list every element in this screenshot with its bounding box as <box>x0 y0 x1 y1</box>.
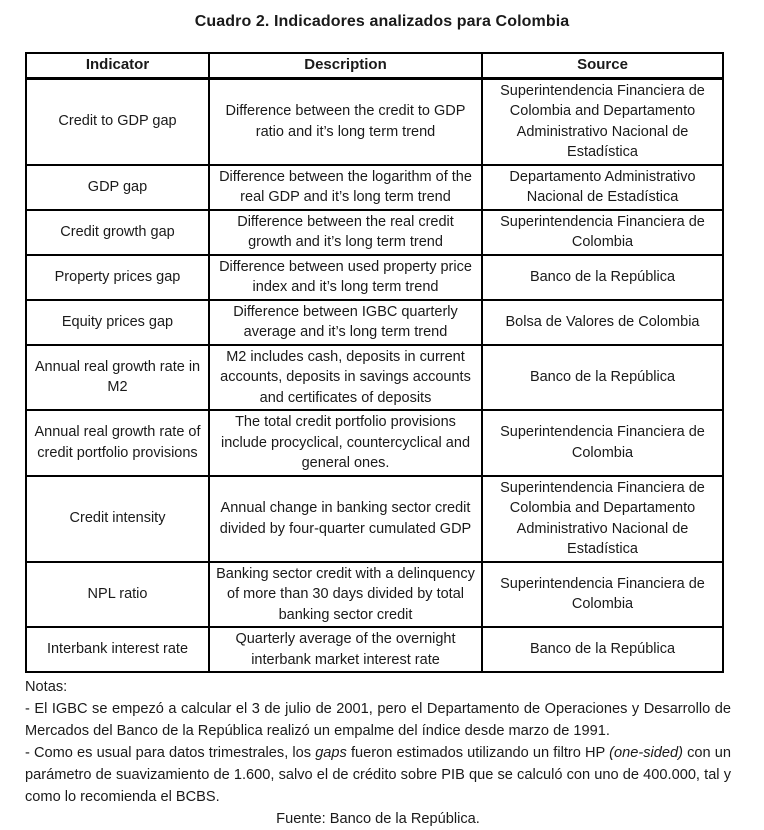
description-cell: Difference between IGBC quarterly average and it’s long term trend <box>209 300 482 345</box>
table-row <box>26 255 723 300</box>
description-cell: Banking sector credit with a delinquency of more than 30 days divided by total banking sector credit <box>209 562 482 628</box>
column-header-description: Description <box>209 53 482 78</box>
source-cell: Superintendencia Financiera de Colombia and Departamento Administrativo Nacional de Estadística <box>482 476 723 562</box>
indicator-cell: Annual real growth rate of credit portfolio provisions <box>26 410 209 476</box>
table-row <box>26 210 723 255</box>
indicator-cell: Credit intensity <box>26 476 209 562</box>
table-row <box>26 627 723 672</box>
table-row <box>26 476 723 562</box>
indicator-cell: Equity prices gap <box>26 300 209 345</box>
indicator-cell: GDP gap <box>26 165 209 210</box>
description-cell: Quarterly average of the overnight interbank market interest rate <box>209 627 482 672</box>
source-cell: Banco de la República <box>482 345 723 411</box>
table-caption: Cuadro 2. Indicadores analizados para Colombia <box>194 13 570 30</box>
table-row <box>26 78 723 165</box>
indicator-cell: Interbank interest rate <box>26 627 209 672</box>
description-cell: Difference between the credit to GDP ratio and it’s long term trend <box>209 78 482 165</box>
description-cell: M2 includes cash, deposits in current accounts, deposits in savings accounts and certificates of deposits <box>209 345 482 411</box>
table-row <box>26 410 723 476</box>
table-row <box>26 562 723 628</box>
description-cell: The total credit portfolio provisions include procyclical, countercyclical and general ones. <box>209 410 482 476</box>
source-line: Fuente: Banco de la República. <box>276 811 480 827</box>
description-cell: Difference between used property price index and it’s long term trend <box>209 255 482 300</box>
indicator-cell: NPL ratio <box>26 562 209 628</box>
column-header-source: Source <box>482 53 723 78</box>
source-cell: Departamento Administrativo Nacional de Estadística <box>482 165 723 210</box>
source-cell: Banco de la República <box>482 255 723 300</box>
source-cell: Superintendencia Financiera de Colombia <box>482 410 723 476</box>
source-cell: Superintendencia Financiera de Colombia <box>482 562 723 628</box>
notes-label: Notas: <box>25 679 68 695</box>
source-cell: Superintendencia Financiera de Colombia <box>482 210 723 255</box>
source-cell: Banco de la República <box>482 627 723 672</box>
indicator-cell: Credit growth gap <box>26 210 209 255</box>
description-cell: Annual change in banking sector credit divided by four-quarter cumulated GDP <box>209 476 482 562</box>
description-cell: Difference between the real credit growth and it’s long term trend <box>209 210 482 255</box>
indicators-table <box>25 52 724 673</box>
notes-section <box>25 676 731 830</box>
table-row <box>26 300 723 345</box>
source-cell: Bolsa de Valores de Colombia <box>482 300 723 345</box>
note-item: - El IGBC se empezó a calcular el 3 de julio de 2001, pero el Departamento de Operaciones y Desarrollo de Mercados del Banco de la República realizó un empalme del índice desde marzo de 1991. <box>25 701 731 739</box>
table-row <box>26 165 723 210</box>
description-cell: Difference between the logarithm of the real GDP and it’s long term trend <box>209 165 482 210</box>
table-header-row <box>26 53 723 78</box>
indicator-cell: Annual real growth rate in M2 <box>26 345 209 411</box>
indicator-cell: Credit to GDP gap <box>26 78 209 165</box>
table-row <box>26 345 723 411</box>
column-header-indicator: Indicator <box>26 53 209 78</box>
indicator-cell: Property prices gap <box>26 255 209 300</box>
note-item: - Como es usual para datos trimestrales, los gaps fueron estimados utilizando un filtro HP (one-sided) con un parámetro de suavizamiento de 1.600, salvo el de crédito sobre PIB que se calculó con uno de 400.000, tal y como lo recomienda el BCBS. <box>25 745 731 805</box>
source-cell: Superintendencia Financiera de Colombia and Departamento Administrativo Nacional de Estadística <box>482 78 723 165</box>
